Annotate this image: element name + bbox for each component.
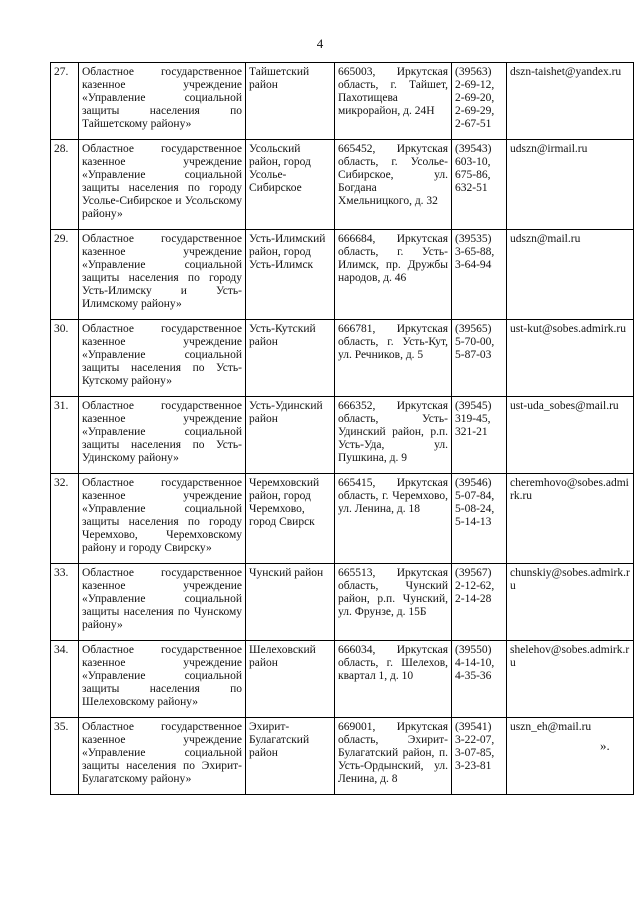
service-area: Усть-Илимский район, город Усть-Илимск bbox=[246, 230, 335, 320]
phone-numbers: (39550) 4-14-10, 4-35-36 bbox=[452, 641, 507, 718]
organization-name: Областное государственное казенное учреждение «Управление социальной защиты населения по Тайшетскому району» bbox=[79, 63, 246, 140]
postal-address: 665003, Иркутская область, г. Тайшет, Пахотищева микрорайон, д. 24Н bbox=[335, 63, 452, 140]
phone-numbers: (39545) 319-45, 321-21 bbox=[452, 397, 507, 474]
table-row bbox=[51, 320, 634, 397]
row-number: 30. bbox=[51, 320, 79, 397]
email-address: chunskiy@sobes.admirk.ru bbox=[507, 564, 634, 641]
organization-name: Областное государственное казенное учреждение «Управление социальной защиты населения по городу Усолье-Сибирское и Усольскому району» bbox=[79, 140, 246, 230]
organization-name: Областное государственное казенное учреждение «Управление социальной защиты населения по городу Черемхово, Черемховскому району и городу Свирску» bbox=[79, 474, 246, 564]
row-number: 35. bbox=[51, 718, 79, 795]
row-number: 29. bbox=[51, 230, 79, 320]
phone-numbers: (39541) 3-22-07, 3-07-85, 3-23-81 bbox=[452, 718, 507, 795]
email-address: udszn@irmail.ru bbox=[507, 140, 634, 230]
phone-numbers: (39567) 2-12-62, 2-14-28 bbox=[452, 564, 507, 641]
phone-numbers: (39535) 3-65-88, 3-64-94 bbox=[452, 230, 507, 320]
postal-address: 665415, Иркутская область, г. Черемхово, ул. Ленина, д. 18 bbox=[335, 474, 452, 564]
phone-numbers: (39543) 603-10, 675-86, 632-51 bbox=[452, 140, 507, 230]
email-address: dszn-taishet@yandex.ru bbox=[507, 63, 634, 140]
postal-address: 666352, Иркутская область, Усть-Удинский район, р.п. Усть-Уда, ул. Пушкина, д. 9 bbox=[335, 397, 452, 474]
row-number: 32. bbox=[51, 474, 79, 564]
table-row bbox=[51, 140, 634, 230]
phone-numbers: (39563) 2-69-12, 2-69-20, 2-69-29, 2-67-51 bbox=[452, 63, 507, 140]
postal-address: 666781, Иркутская область, г. Усть-Кут, ул. Речников, д. 5 bbox=[335, 320, 452, 397]
table-row bbox=[51, 718, 634, 795]
postal-address: 665513, Иркутская область, Чунский район, р.п. Чунский, ул. Фрунзе, д. 15Б bbox=[335, 564, 452, 641]
institutions-table bbox=[50, 62, 634, 795]
table-row bbox=[51, 564, 634, 641]
postal-address: 666684, Иркутская область, г. Усть-Илимск, пр. Дружбы народов, д. 46 bbox=[335, 230, 452, 320]
postal-address: 665452, Иркутская область, г. Усолье-Сибирское, ул. Богдана Хмельницкого, д. 32 bbox=[335, 140, 452, 230]
table-row bbox=[51, 641, 634, 718]
organization-name: Областное государственное казенное учреждение «Управление социальной защиты населения по Усть-Удинскому району» bbox=[79, 397, 246, 474]
table-body bbox=[51, 63, 634, 795]
postal-address: 666034, Иркутская область, г. Шелехов, квартал 1, д. 10 bbox=[335, 641, 452, 718]
closing-quote-mark: ». bbox=[600, 738, 610, 753]
email-address: udszn@mail.ru bbox=[507, 230, 634, 320]
service-area: Тайшетский район bbox=[246, 63, 335, 140]
service-area: Усольский район, город Усолье-Сибирское bbox=[246, 140, 335, 230]
email-address: cheremhovo@sobes.admirk.ru bbox=[507, 474, 634, 564]
row-number: 34. bbox=[51, 641, 79, 718]
service-area: Чунский район bbox=[246, 564, 335, 641]
postal-address: 669001, Иркутская область, Эхирит-Булагатский район, п. Усть-Ордынский, ул. Ленина, д. 8 bbox=[335, 718, 452, 795]
table-row bbox=[51, 63, 634, 140]
row-number: 28. bbox=[51, 140, 79, 230]
organization-name: Областное государственное казенное учреждение «Управление социальной защиты населения по Шелеховскому району» bbox=[79, 641, 246, 718]
table-row bbox=[51, 230, 634, 320]
phone-numbers: (39565) 5-70-00, 5-87-03 bbox=[452, 320, 507, 397]
table-row bbox=[51, 474, 634, 564]
row-number: 31. bbox=[51, 397, 79, 474]
service-area: Усть-Удинский район bbox=[246, 397, 335, 474]
service-area: Эхирит-Булагатский район bbox=[246, 718, 335, 795]
email-address: shelehov@sobes.admirk.ru bbox=[507, 641, 634, 718]
organization-name: Областное государственное казенное учреждение «Управление социальной защиты населения по городу Усть-Илимску и Усть-Илимскому району» bbox=[79, 230, 246, 320]
email-address: ust-kut@sobes.admirk.ru bbox=[507, 320, 634, 397]
table-row bbox=[51, 397, 634, 474]
phone-numbers: (39546) 5-07-84, 5-08-24, 5-14-13 bbox=[452, 474, 507, 564]
service-area: Усть-Кутский район bbox=[246, 320, 335, 397]
organization-name: Областное государственное казенное учреждение «Управление социальной защиты населения по Эхирит-Булагатскому району» bbox=[79, 718, 246, 795]
row-number: 33. bbox=[51, 564, 79, 641]
organization-name: Областное государственное казенное учреждение «Управление социальной защиты населения по Усть-Кутскому району» bbox=[79, 320, 246, 397]
service-area: Черемховский район, город Черемхово, город Свирск bbox=[246, 474, 335, 564]
email-address: uszn_eh@mail.ru bbox=[507, 718, 634, 795]
email-address: ust-uda_sobes@mail.ru bbox=[507, 397, 634, 474]
service-area: Шелеховский район bbox=[246, 641, 335, 718]
row-number: 27. bbox=[51, 63, 79, 140]
page-number: 4 bbox=[316, 36, 324, 51]
organization-name: Областное государственное казенное учреждение «Управление социальной защиты населения по Чунскому району» bbox=[79, 564, 246, 641]
